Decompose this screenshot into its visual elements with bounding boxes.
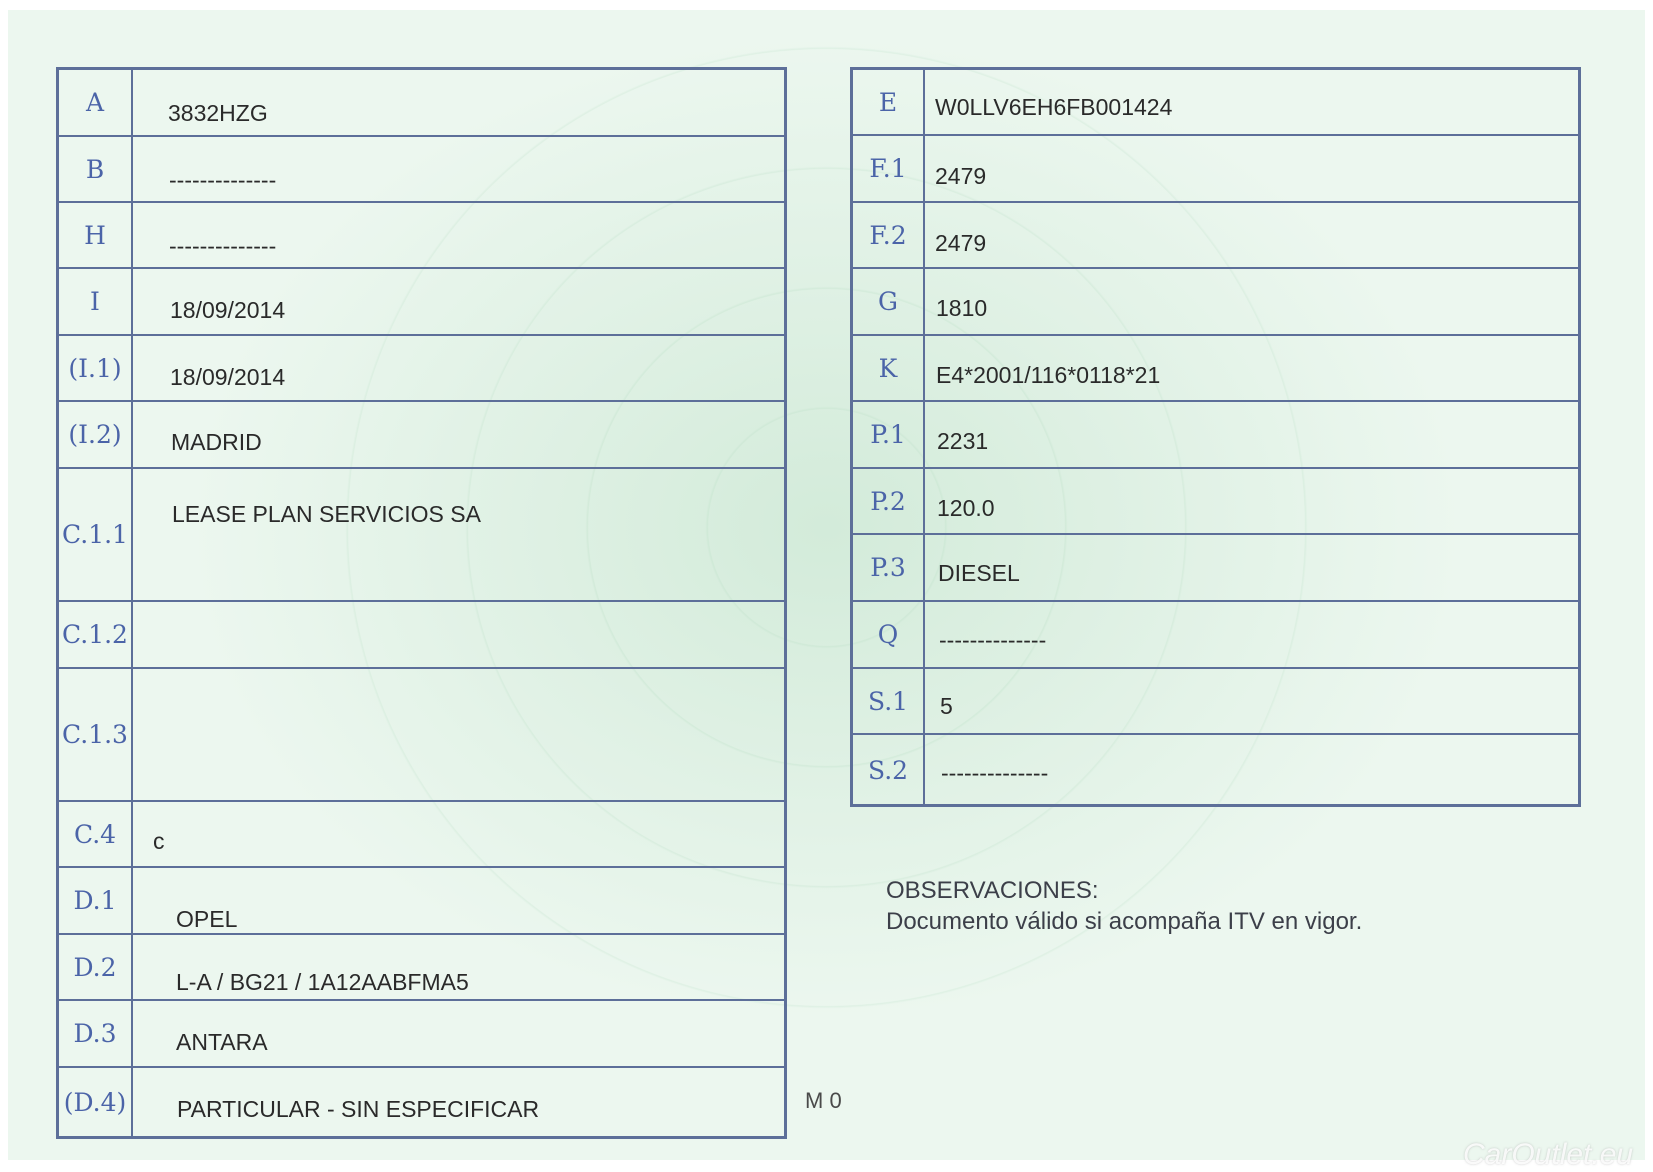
field-row-c4 [59, 802, 784, 868]
field-value: 5 [940, 693, 953, 719]
field-value: 120.0 [937, 495, 995, 521]
field-value: E4*2001/116*0118*21 [936, 362, 1161, 388]
field-row-g [853, 269, 1578, 336]
field-code: G [853, 269, 925, 334]
field-value: c [153, 828, 165, 854]
field-row-d1 [59, 868, 784, 935]
field-value: 18/09/2014 [170, 297, 286, 323]
field-code: C.1.1 [59, 469, 133, 600]
field-row-q [853, 602, 1578, 669]
field-code: S.1 [853, 669, 925, 733]
field-code: F.2 [853, 203, 925, 267]
field-row-f2 [853, 203, 1578, 269]
field-row-d2 [59, 935, 784, 1001]
field-value: -------------- [941, 760, 1049, 786]
field-code: (D.4) [59, 1068, 133, 1136]
field-code: E [853, 70, 925, 134]
field-row-p2 [853, 469, 1578, 535]
field-code: A [59, 70, 133, 135]
field-value: -------------- [169, 233, 277, 259]
field-value: 2479 [935, 230, 987, 256]
field-row-c12 [59, 602, 784, 669]
field-code: (I.1) [59, 336, 133, 400]
field-code: S.2 [853, 735, 925, 805]
field-row-i2 [59, 402, 784, 469]
field-row-c11 [59, 469, 784, 602]
field-row-i [59, 269, 784, 336]
field-code: C.1.2 [59, 602, 133, 667]
field-value [133, 669, 784, 800]
right-registration-table [850, 67, 1581, 807]
field-code: B [59, 137, 133, 201]
document-paper [8, 10, 1645, 1171]
document-mark: M 0 [805, 1088, 842, 1113]
field-row-s1 [853, 669, 1578, 735]
observaciones-block [886, 875, 1362, 937]
field-value: 18/09/2014 [170, 364, 286, 390]
field-code: P.3 [853, 535, 925, 600]
field-code: D.3 [59, 1001, 133, 1066]
field-code: Q [853, 602, 925, 667]
left-registration-table [56, 67, 787, 1139]
field-value: 1810 [936, 295, 988, 321]
field-value: OPEL [176, 906, 238, 932]
observaciones-title: OBSERVACIONES: [886, 877, 1099, 904]
field-value: LEASE PLAN SERVICIOS SA [172, 501, 481, 527]
field-value: -------------- [169, 167, 277, 193]
field-value: 2479 [935, 163, 987, 189]
field-row-k [853, 336, 1578, 402]
field-value: L-A / BG21 / 1A12AABFMA5 [176, 969, 469, 995]
field-value: 2231 [937, 428, 989, 454]
field-row-p3 [853, 535, 1578, 602]
field-row-i1 [59, 336, 784, 402]
watermark-logo: CarOutlet.eu [1463, 1138, 1634, 1171]
field-row-d4 [59, 1068, 784, 1136]
field-row-d3 [59, 1001, 784, 1068]
field-code: H [59, 203, 133, 267]
field-value: ANTARA [176, 1029, 268, 1055]
field-code: P.1 [853, 402, 925, 467]
field-code: P.2 [853, 469, 925, 533]
field-value: W0LLV6EH6FB001424 [935, 94, 1173, 120]
field-value: -------------- [939, 627, 1047, 653]
field-code: I [59, 269, 133, 334]
field-code: C.4 [59, 802, 133, 866]
field-row-b [59, 137, 784, 203]
field-value: PARTICULAR - SIN ESPECIFICAR [177, 1096, 540, 1122]
field-value [133, 602, 784, 667]
field-row-p1 [853, 402, 1578, 469]
field-code: (I.2) [59, 402, 133, 467]
field-row-s2 [853, 735, 1578, 805]
field-code: F.1 [853, 136, 925, 201]
field-code: D.1 [59, 868, 133, 933]
field-value: MADRID [171, 429, 262, 455]
field-row-f1 [853, 136, 1578, 203]
field-row-a [59, 70, 784, 137]
field-row-e [853, 70, 1578, 136]
field-code: C.1.3 [59, 669, 133, 800]
field-code: K [853, 336, 925, 400]
field-code: D.2 [59, 935, 133, 999]
observaciones-text: Documento válido si acompaña ITV en vigor. [886, 908, 1363, 935]
field-value: DIESEL [938, 560, 1020, 586]
field-row-h [59, 203, 784, 269]
field-value: 3832HZG [168, 100, 268, 126]
field-row-c13 [59, 669, 784, 802]
